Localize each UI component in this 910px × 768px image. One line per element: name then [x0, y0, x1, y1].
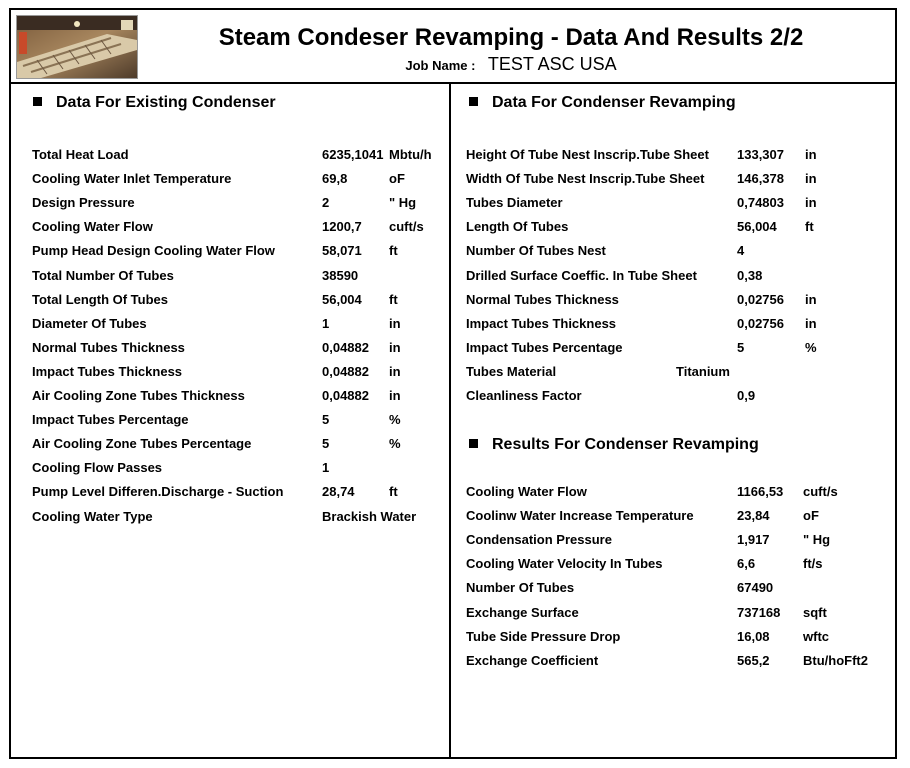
- results-data-row: [466, 605, 891, 629]
- existing-data-row: [32, 147, 442, 171]
- row-label: Cooling Water Flow: [466, 484, 587, 499]
- report-frame: [9, 8, 897, 759]
- row-label: Impact Tubes Thickness: [466, 315, 617, 331]
- revamp-data-heading-text: Data For Condenser Revamping: [492, 94, 736, 111]
- row-label: Tubes Material: [466, 363, 557, 379]
- row-unit: in: [389, 388, 401, 403]
- row-label: Tube Side Pressure Drop: [466, 628, 621, 644]
- revamp-results-heading-text: Results For Condenser Revamping: [492, 436, 759, 453]
- row-unit: ft: [805, 219, 814, 235]
- row-value: 0,9: [737, 388, 756, 403]
- row-value: Brackish Water: [322, 508, 417, 524]
- row-unit: ft/s: [803, 556, 823, 572]
- row-label: Cooling Water Type: [32, 508, 153, 524]
- existing-data-row: [32, 268, 442, 292]
- condenser-photo-logo: [16, 15, 138, 79]
- row-value: 0,04882: [322, 339, 369, 355]
- row-label: Impact Tubes Percentage: [32, 412, 189, 428]
- row-value: 737168: [737, 604, 781, 620]
- row-label: Cooling Flow Passes: [32, 460, 163, 476]
- results-data-row: [466, 556, 891, 580]
- square-bullet-icon: [33, 97, 42, 106]
- column-divider: [449, 82, 451, 757]
- row-value: 56,004: [737, 219, 777, 235]
- square-bullet-icon: [469, 439, 478, 448]
- row-value: 1: [322, 460, 330, 476]
- row-unit: in: [805, 291, 817, 307]
- row-value: 565,2: [737, 652, 770, 668]
- row-unit: wftc: [803, 628, 829, 644]
- results-data-row: [466, 580, 891, 604]
- revamp-data-heading: [469, 94, 736, 112]
- row-label: Height Of Tube Nest Inscrip.Tube Sheet: [466, 147, 709, 162]
- row-label: Number Of Tubes Nest: [466, 243, 606, 259]
- row-unit: Btu/hoFft2: [803, 652, 868, 668]
- row-value: 1166,53: [737, 484, 784, 499]
- revamp-data-row: [466, 292, 891, 316]
- row-unit: %: [389, 412, 401, 428]
- row-value: 5: [322, 436, 330, 452]
- row-unit: ft: [389, 291, 398, 307]
- row-value: 0,74803: [737, 195, 784, 211]
- row-unit: in: [805, 195, 817, 211]
- row-unit: " Hg: [803, 532, 831, 548]
- row-value: 5: [737, 339, 745, 355]
- row-value: 4: [737, 243, 745, 259]
- row-label: Exchange Coefficient: [466, 652, 599, 668]
- row-label: Number Of Tubes: [466, 580, 575, 596]
- row-label: Total Number Of Tubes: [32, 267, 174, 283]
- row-label: Air Cooling Zone Tubes Thickness: [32, 388, 245, 403]
- row-unit: Mbtu/h: [389, 147, 432, 162]
- existing-data-row: [32, 316, 442, 340]
- row-label: Total Length Of Tubes: [32, 291, 169, 307]
- existing-data-row: [32, 219, 442, 243]
- row-label: Diameter Of Tubes: [32, 315, 147, 331]
- report-header: [11, 10, 895, 84]
- row-unit: ft: [389, 484, 398, 500]
- results-data-row: [466, 532, 891, 556]
- row-label: Drilled Surface Coeffic. In Tube Sheet: [466, 267, 697, 283]
- existing-data-row: [32, 340, 442, 364]
- row-label: Tubes Diameter: [466, 195, 563, 211]
- revamp-data-row: [466, 171, 891, 195]
- row-unit: %: [805, 339, 817, 355]
- row-unit: in: [389, 339, 401, 355]
- row-label: Condensation Pressure: [466, 532, 612, 548]
- row-label: Air Cooling Zone Tubes Percentage: [32, 436, 252, 452]
- row-value: 28,74: [322, 484, 355, 500]
- existing-data-row: [32, 460, 442, 484]
- revamp-results-heading: [469, 436, 759, 454]
- row-label: Coolinw Water Increase Temperature: [466, 508, 694, 524]
- row-label: Width Of Tube Nest Inscrip.Tube Sheet: [466, 171, 705, 187]
- existing-data-row: [32, 171, 442, 195]
- row-unit: sqft: [803, 604, 827, 620]
- results-data-row: [466, 508, 891, 532]
- job-name-label: Job Name :: [405, 58, 476, 73]
- row-value: 56,004: [322, 291, 362, 307]
- results-data-row: [466, 629, 891, 653]
- job-name-line: [141, 54, 881, 75]
- revamp-data-row: [466, 219, 891, 243]
- row-unit: cuft/s: [389, 219, 424, 235]
- row-label: Cooling Water Inlet Temperature: [32, 171, 232, 187]
- existing-data-row: [32, 412, 442, 436]
- row-value: 0,04882: [322, 388, 369, 403]
- row-value: 0,02756: [737, 291, 784, 307]
- row-unit: %: [389, 436, 401, 452]
- row-value: 0,02756: [737, 315, 784, 331]
- existing-data-row: [32, 484, 442, 508]
- revamp-data-row: [466, 195, 891, 219]
- row-value: 0,04882: [322, 363, 369, 379]
- row-label: Cooling Water Flow: [32, 219, 153, 235]
- existing-condenser-heading: [33, 94, 276, 112]
- existing-data-row: [32, 388, 442, 412]
- row-label: Design Pressure: [32, 195, 135, 211]
- row-label: Exchange Surface: [466, 604, 579, 620]
- results-data-row: [466, 653, 891, 677]
- row-unit: oF: [389, 171, 405, 187]
- row-label: Cooling Water Velocity In Tubes: [466, 556, 663, 572]
- existing-data-row: [32, 509, 442, 533]
- row-value: 6235,1041: [322, 147, 384, 162]
- row-label: Impact Tubes Percentage: [466, 339, 623, 355]
- square-bullet-icon: [469, 97, 478, 106]
- row-value: 6,6: [737, 556, 756, 572]
- row-value: 133,307: [737, 147, 784, 162]
- row-unit: cuft/s: [803, 484, 838, 499]
- row-value: 1,917: [737, 532, 770, 548]
- existing-data-row: [32, 243, 442, 267]
- row-label: Normal Tubes Thickness: [466, 291, 619, 307]
- row-label: Pump Head Design Cooling Water Flow: [32, 243, 275, 259]
- existing-data-row: [32, 195, 442, 219]
- revamp-data-row: [466, 243, 891, 267]
- row-value: 146,378: [737, 171, 784, 187]
- row-label: Impact Tubes Thickness: [32, 363, 183, 379]
- revamp-data-row: [466, 340, 891, 364]
- row-inline-value: Titanium: [676, 363, 730, 379]
- existing-data-row: [32, 364, 442, 388]
- row-value: 1: [322, 315, 330, 331]
- row-label: Cleanliness Factor: [466, 388, 582, 403]
- revamp-data-row: [466, 388, 891, 412]
- row-label: Total Heat Load: [32, 147, 129, 162]
- row-unit: in: [805, 147, 817, 162]
- report-title: Steam Condeser Revamping - Data And Results 2/2: [218, 24, 804, 51]
- row-value: 16,08: [737, 628, 770, 644]
- row-value: 5: [322, 412, 330, 428]
- existing-condenser-heading-text: Data For Existing Condenser: [56, 94, 276, 111]
- revamp-data-row: [466, 147, 891, 171]
- job-name-value: TEST ASC USA: [487, 54, 617, 74]
- row-label: Pump Level Differen.Discharge - Suction: [32, 484, 284, 500]
- revamp-data-row: [466, 316, 891, 340]
- row-unit: " Hg: [389, 195, 417, 211]
- row-value: 1200,7: [322, 219, 362, 235]
- row-label: Length Of Tubes: [466, 219, 569, 235]
- row-unit: oF: [803, 508, 819, 524]
- row-value: 38590: [322, 267, 359, 283]
- row-value: 23,84: [737, 508, 770, 524]
- row-value: 0,38: [737, 267, 763, 283]
- row-value: 69,8: [322, 171, 348, 187]
- row-unit: in: [805, 315, 817, 331]
- row-value: 2: [322, 195, 330, 211]
- row-unit: in: [389, 315, 401, 331]
- row-unit: in: [805, 171, 817, 187]
- row-value: 67490: [737, 580, 774, 596]
- row-unit: ft: [389, 243, 398, 259]
- row-label: Normal Tubes Thickness: [32, 339, 185, 355]
- row-value: 58,071: [322, 243, 362, 259]
- row-unit: in: [389, 363, 401, 379]
- results-data-row: [466, 484, 891, 508]
- existing-data-row: [32, 436, 442, 460]
- existing-data-row: [32, 292, 442, 316]
- revamp-data-row: [466, 268, 891, 292]
- revamp-data-row: [466, 364, 891, 388]
